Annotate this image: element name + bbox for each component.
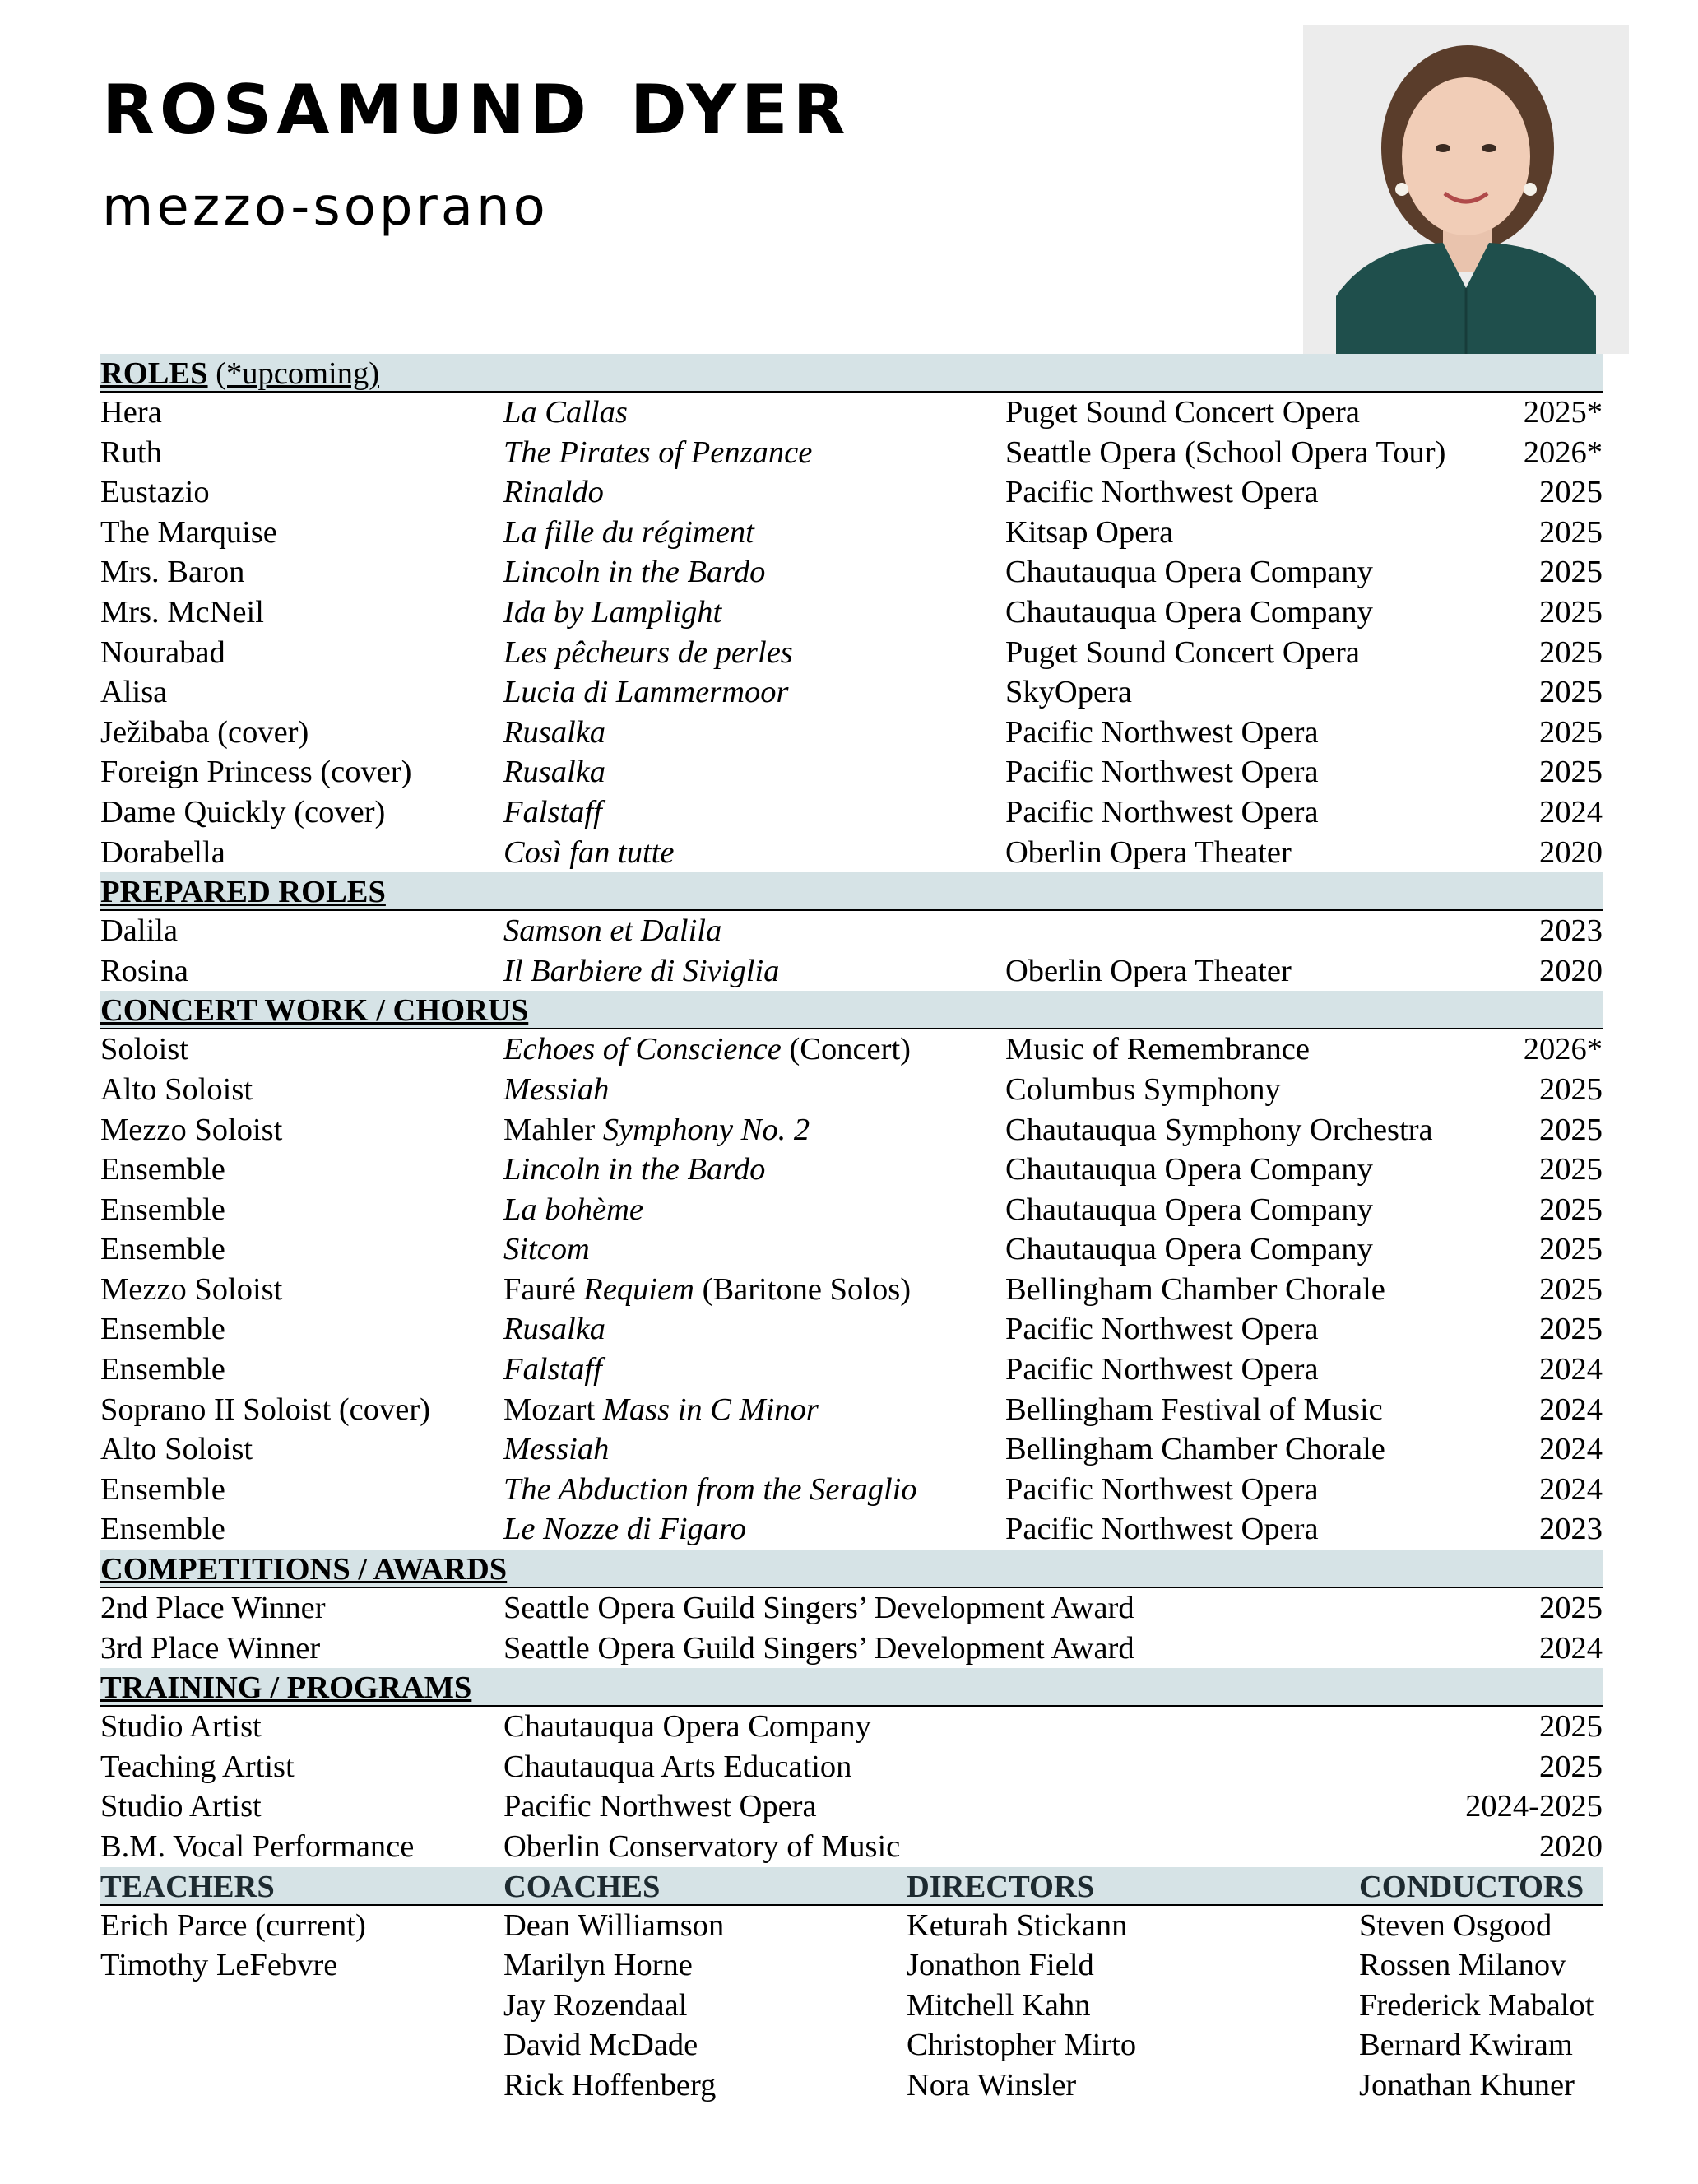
concert-row: [100, 1229, 1603, 1270]
role-name: Ensemble: [100, 1512, 225, 1547]
conductor-name: Jonathan Khuner: [1359, 2067, 1575, 2103]
work-title: Rusalka: [503, 714, 606, 750]
role-name: Eustazio: [100, 475, 210, 510]
entry-label: Studio Artist: [100, 1709, 262, 1745]
awards-heading: COMPETITIONS / AWARDS: [100, 1552, 508, 1587]
roles-row: [100, 552, 1603, 592]
role-name: Soloist: [100, 1032, 188, 1067]
conductor-name: Bernard Kwiram: [1359, 2028, 1573, 2063]
entry-detail: Chautauqua Arts Education: [503, 1749, 852, 1784]
year: 2026*: [1523, 1032, 1603, 1067]
year: 2024: [1539, 1471, 1603, 1507]
company-name: Chautauqua Symphony Orchestra: [1005, 1112, 1433, 1147]
company-name: Chautauqua Opera Company: [1005, 1192, 1373, 1227]
year: 2025: [1539, 594, 1603, 630]
work-title: La Callas: [503, 395, 628, 430]
year: 2024-2025: [1465, 1789, 1603, 1824]
work-title: Echoes of Conscience: [503, 1032, 782, 1067]
year: 2020: [1539, 953, 1603, 988]
year: 2026*: [1523, 434, 1603, 470]
work-title: Messiah: [503, 1432, 610, 1467]
work-title: Mass in C Minor: [602, 1392, 819, 1427]
training-list: [100, 1707, 1603, 1866]
year: 2025: [1539, 1749, 1603, 1784]
people-lists: [100, 1906, 1603, 2107]
headshot-photo: [1303, 25, 1629, 354]
role-name: Mrs. McNeil: [100, 594, 264, 630]
year: 2025*: [1523, 395, 1603, 430]
concert-section-header: [100, 991, 1603, 1029]
concert-row: [100, 1390, 1603, 1430]
role-name: Mezzo Soloist: [100, 1271, 283, 1307]
concert-row: [100, 1429, 1603, 1470]
roles-note: (*upcoming): [216, 356, 380, 391]
work-title: Il Barbiere di Siviglia: [503, 953, 780, 988]
teachers-heading: TEACHERS: [100, 1869, 275, 1904]
entry-detail: Seattle Opera Guild Singers’ Development Award: [503, 1591, 1134, 1626]
roles-row: [100, 672, 1603, 713]
company-name: Chautauqua Opera Company: [1005, 1152, 1373, 1187]
awards-row: [100, 1588, 1603, 1629]
year: 2025: [1539, 1112, 1603, 1147]
entry-label: 3rd Place Winner: [100, 1630, 321, 1666]
work-prefix: Mahler: [503, 1112, 603, 1147]
role-name: Dame Quickly (cover): [100, 794, 386, 829]
conductors-heading: CONDUCTORS: [1359, 1869, 1584, 1904]
roles-row: [100, 472, 1603, 513]
entry-detail: Chautauqua Opera Company: [503, 1709, 871, 1745]
role-name: Alto Soloist: [100, 1432, 253, 1467]
prepared-list: [100, 911, 1603, 991]
year: 2025: [1539, 1591, 1603, 1626]
entry-label: Studio Artist: [100, 1789, 262, 1824]
role-name: Ensemble: [100, 1192, 225, 1227]
singer-name: rosamund dyer: [102, 43, 851, 156]
work-title: The Abduction from the Seraglio: [503, 1471, 917, 1507]
year: 2025: [1539, 1152, 1603, 1187]
year: 2025: [1539, 675, 1603, 710]
training-row: [100, 1747, 1603, 1787]
roles-row: [100, 833, 1603, 873]
roles-heading: ROLES: [100, 356, 208, 391]
concert-list: [100, 1029, 1603, 1550]
roles-list: [100, 393, 1603, 872]
company-name: Pacific Northwest Opera: [1005, 1512, 1319, 1547]
conductor-name: Frederick Mabalot: [1359, 1987, 1594, 2023]
awards-list: [100, 1588, 1603, 1668]
voice-type: mezzo-soprano: [102, 177, 549, 238]
roles-row: [100, 393, 1603, 433]
year: 2025: [1539, 475, 1603, 510]
conductor-name: Rossen Milanov: [1359, 1948, 1566, 1983]
year: 2025: [1539, 1271, 1603, 1307]
role-name: Alisa: [100, 675, 168, 710]
training-row: [100, 1827, 1603, 1867]
work-cell: [503, 1350, 602, 1390]
roles-row: [100, 513, 1603, 553]
work-title: Rusalka: [503, 755, 606, 790]
coache-name: Dean Williamson: [503, 1908, 725, 1943]
work-suffix: (Concert): [781, 1032, 911, 1067]
year: 2024: [1539, 1630, 1603, 1666]
company-name: Bellingham Chamber Chorale: [1005, 1432, 1385, 1467]
role-name: Mrs. Baron: [100, 555, 245, 590]
company-name: Pacific Northwest Opera: [1005, 1312, 1319, 1347]
roles-row: [100, 713, 1603, 753]
role-name: Ježibaba (cover): [100, 714, 309, 750]
prepared-section-header: [100, 872, 1603, 911]
year: 2023: [1539, 913, 1603, 949]
role-name: Ensemble: [100, 1352, 225, 1387]
role-name: Ensemble: [100, 1232, 225, 1267]
work-cell: [503, 1429, 609, 1470]
coache-name: Rick Hoffenberg: [503, 2067, 717, 2103]
coache-name: Jay Rozendaal: [503, 1987, 688, 2023]
company-name: Pacific Northwest Opera: [1005, 755, 1319, 790]
coache-name: David McDade: [503, 2028, 698, 2063]
work-cell: [503, 1070, 609, 1110]
director-name: Jonathon Field: [907, 1948, 1094, 1983]
work-cell: [503, 1150, 765, 1190]
role-name: Dorabella: [100, 834, 225, 870]
year: 2024: [1539, 794, 1603, 829]
work-title: Falstaff: [503, 1352, 602, 1387]
training-row: [100, 1707, 1603, 1747]
roles-section-header: [100, 354, 1603, 393]
year: 2025: [1539, 1232, 1603, 1267]
concert-row: [100, 1110, 1603, 1150]
role-name: Alto Soloist: [100, 1071, 253, 1107]
company-name: Music of Remembrance: [1005, 1032, 1310, 1067]
work-title: Requiem: [583, 1271, 694, 1307]
concert-row: [100, 1309, 1603, 1350]
concert-row: [100, 1029, 1603, 1070]
prepared-row: [100, 911, 1603, 951]
entry-label: B.M. Vocal Performance: [100, 1829, 415, 1864]
concert-row: [100, 1150, 1603, 1190]
entry-detail: Pacific Northwest Opera: [503, 1789, 817, 1824]
director-name: Nora Winsler: [907, 2067, 1077, 2103]
year: 2025: [1539, 1192, 1603, 1227]
role-name: Mezzo Soloist: [100, 1112, 283, 1147]
concert-row: [100, 1270, 1603, 1310]
work-title: La bohème: [503, 1192, 644, 1227]
teacher-name: Timothy LeFebvre: [100, 1948, 338, 1983]
entry-label: Teaching Artist: [100, 1749, 295, 1784]
company-name: Bellingham Chamber Chorale: [1005, 1271, 1385, 1307]
work-cell: [503, 1509, 746, 1550]
role-name: Foreign Princess (cover): [100, 755, 412, 790]
year: 2024: [1539, 1392, 1603, 1427]
director-name: Christopher Mirto: [907, 2028, 1137, 2063]
concert-row: [100, 1350, 1603, 1390]
role-name: The Marquise: [100, 514, 277, 550]
roles-row: [100, 792, 1603, 833]
company-name: Seattle Opera (School Opera Tour): [1005, 434, 1446, 470]
role-name: Ensemble: [100, 1471, 225, 1507]
work-cell: [503, 1190, 643, 1230]
work-cell: [503, 1110, 810, 1150]
concert-heading: CONCERT WORK / CHORUS: [100, 993, 529, 1029]
resume-body: [100, 354, 1603, 2107]
roles-row: [100, 752, 1603, 792]
teacher-name: Erich Parce (current): [100, 1908, 366, 1943]
directors-heading: DIRECTORS: [907, 1869, 1095, 1904]
directors-list: [907, 1906, 1136, 2106]
work-title: Ida by Lamplight: [503, 594, 722, 630]
company-name: SkyOpera: [1005, 675, 1132, 710]
work-cell: [503, 1229, 590, 1270]
work-cell: [503, 1309, 605, 1350]
company-name: Pacific Northwest Opera: [1005, 794, 1319, 829]
role-name: Ruth: [100, 434, 162, 470]
roles-row: [100, 633, 1603, 673]
conductor-name: Steven Osgood: [1359, 1908, 1552, 1943]
concert-row: [100, 1509, 1603, 1550]
prepared-row: [100, 951, 1603, 992]
coaches-list: [503, 1906, 724, 2106]
concert-row: [100, 1070, 1603, 1110]
role-name: Ensemble: [100, 1312, 225, 1347]
work-title: Symphony No. 2: [602, 1112, 810, 1147]
director-name: Mitchell Kahn: [907, 1987, 1091, 2023]
concert-row: [100, 1470, 1603, 1510]
training-heading: TRAINING / PROGRAMS: [100, 1671, 472, 1706]
year: 2025: [1539, 555, 1603, 590]
year: 2020: [1539, 834, 1603, 870]
roles-row: [100, 433, 1603, 473]
work-title: Così fan tutte: [503, 834, 675, 870]
work-title: Sitcom: [503, 1232, 590, 1267]
role-name: Dalila: [100, 913, 179, 949]
company-name: Chautauqua Opera Company: [1005, 594, 1373, 630]
work-title: Samson et Dalila: [503, 913, 722, 949]
work-cell: [503, 1270, 911, 1310]
role-name: Nourabad: [100, 634, 225, 670]
year: 2024: [1539, 1352, 1603, 1387]
year: 2025: [1539, 1709, 1603, 1745]
coache-name: Marilyn Horne: [503, 1948, 693, 1983]
work-title: Rusalka: [503, 1312, 606, 1347]
company-name: Pacific Northwest Opera: [1005, 1471, 1319, 1507]
entry-label: 2nd Place Winner: [100, 1591, 326, 1626]
work-prefix: Mozart: [503, 1392, 603, 1427]
entry-detail: Seattle Opera Guild Singers’ Development Award: [503, 1630, 1134, 1666]
work-suffix: (Baritone Solos): [694, 1271, 912, 1307]
work-title: Le Nozze di Figaro: [503, 1512, 746, 1547]
year: 2023: [1539, 1512, 1603, 1547]
people-section-header: [100, 1867, 1603, 1906]
year: 2025: [1539, 514, 1603, 550]
company-name: Pacific Northwest Opera: [1005, 714, 1319, 750]
company-name: Chautauqua Opera Company: [1005, 555, 1373, 590]
work-title: Falstaff: [503, 794, 602, 829]
prepared-heading: PREPARED ROLES: [100, 875, 386, 910]
work-cell: [503, 1029, 911, 1070]
director-name: Keturah Stickann: [907, 1908, 1128, 1943]
year: 2025: [1539, 1312, 1603, 1347]
company-name: Bellingham Festival of Music: [1005, 1392, 1383, 1427]
work-cell: [503, 1470, 917, 1510]
year: 2025: [1539, 755, 1603, 790]
company-name: Puget Sound Concert Opera: [1005, 395, 1360, 430]
year: 2025: [1539, 1071, 1603, 1107]
company-name: Oberlin Opera Theater: [1005, 953, 1292, 988]
role-name: Ensemble: [100, 1152, 225, 1187]
company-name: Pacific Northwest Opera: [1005, 1352, 1319, 1387]
entry-detail: Oberlin Conservatory of Music: [503, 1829, 901, 1864]
year: 2024: [1539, 1432, 1603, 1467]
company-name: Pacific Northwest Opera: [1005, 475, 1319, 510]
company-name: Kitsap Opera: [1005, 514, 1174, 550]
awards-section-header: [100, 1550, 1603, 1588]
work-title: Les pêcheurs de perles: [503, 634, 793, 670]
work-title: The Pirates of Penzance: [503, 434, 813, 470]
awards-row: [100, 1629, 1603, 1669]
work-title: Messiah: [503, 1071, 610, 1107]
work-title: Lucia di Lammermoor: [503, 675, 789, 710]
conductors-list: [1359, 1906, 1594, 2106]
role-name: Soprano II Soloist (cover): [100, 1392, 430, 1427]
year: 2025: [1539, 634, 1603, 670]
year: 2025: [1539, 714, 1603, 750]
role-name: Rosina: [100, 953, 188, 988]
company-name: Chautauqua Opera Company: [1005, 1232, 1373, 1267]
teachers-list: [100, 1906, 366, 1986]
training-section-header: [100, 1668, 1603, 1707]
work-title: Lincoln in the Bardo: [503, 555, 766, 590]
coaches-heading: COACHES: [503, 1869, 661, 1904]
company-name: Columbus Symphony: [1005, 1071, 1281, 1107]
roles-row: [100, 592, 1603, 633]
concert-row: [100, 1190, 1603, 1230]
role-name: Hera: [100, 395, 162, 430]
year: 2020: [1539, 1829, 1603, 1864]
work-title: Rinaldo: [503, 475, 604, 510]
work-title: La fille du régiment: [503, 514, 754, 550]
company-name: Puget Sound Concert Opera: [1005, 634, 1360, 670]
work-title: Lincoln in the Bardo: [503, 1152, 766, 1187]
work-cell: [503, 1390, 819, 1430]
training-row: [100, 1787, 1603, 1827]
company-name: Oberlin Opera Theater: [1005, 834, 1292, 870]
work-prefix: Fauré: [503, 1271, 584, 1307]
